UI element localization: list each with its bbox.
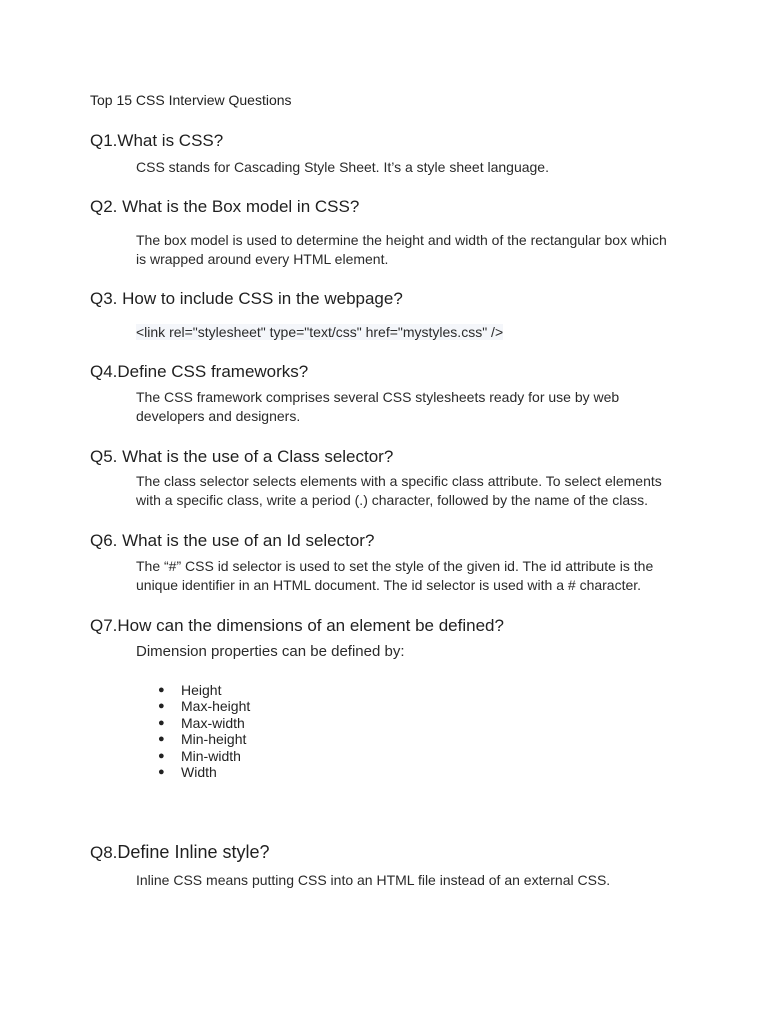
question-8 [90,842,270,863]
answer-5: The class selector selects elements with a specific class attribute. To select elements with a specific class, write a period (.) character, followed by the name of the class. [136,473,662,508]
bullet-icon: ● [158,733,165,746]
question-2: Q2. What is the Box model in CSS? [90,197,360,216]
list-item: ● Max-width [158,714,245,731]
answer-8: Inline CSS means putting CSS into an HTML file instead of an external CSS. [136,872,611,888]
code-snippet: <link rel="stylesheet" type="text/css" href="mystyles.css" /> [136,324,504,340]
question-8-text: Define Inline style? [117,842,270,862]
list-item: ● Max-height [158,698,251,715]
question-5: Q5. What is the use of a Class selector? [90,447,394,466]
bullet-icon: ● [158,766,165,779]
question-4: Q4.Define CSS frameworks? [90,362,309,381]
document-title: Top 15 CSS Interview Questions [90,92,292,108]
question-7: Q7.How can the dimensions of an element be defined? [90,616,504,635]
list-item: ● Min-height [158,731,247,748]
bullet-icon: ● [158,749,165,762]
bullet-icon: ● [158,684,165,696]
answer-1: CSS stands for Cascading Style Sheet. It’s a style sheet language. [136,159,549,175]
answer-7: Dimension properties can be defined by: [136,643,405,660]
dimension-properties-list [136,682,250,780]
bullet-icon: ● [158,716,165,729]
question-1: Q1.What is CSS? [90,131,224,150]
list-item: ● Height [158,682,222,698]
question-8-number: Q8. [90,843,118,862]
question-6: Q6. What is the use of an Id selector? [90,531,375,550]
answer-6: The “#” CSS id selector is used to set the style of the given id. The id attribute is the unique identifier in an HTML document. The id selector is used with a # character. [136,558,654,593]
question-3: Q3. How to include CSS in the webpage? [90,289,403,308]
answer-2: The box model is used to determine the height and width of the rectangular box which is wrapped around every HTML element. [136,232,667,267]
bullet-icon: ● [158,700,165,713]
answer-4: The CSS framework comprises several CSS stylesheets ready for use by web developers and designers. [136,389,620,424]
list-item: ● Width [158,764,217,781]
list-item: ● Min-width [158,747,241,764]
answer-3-code [136,323,503,342]
